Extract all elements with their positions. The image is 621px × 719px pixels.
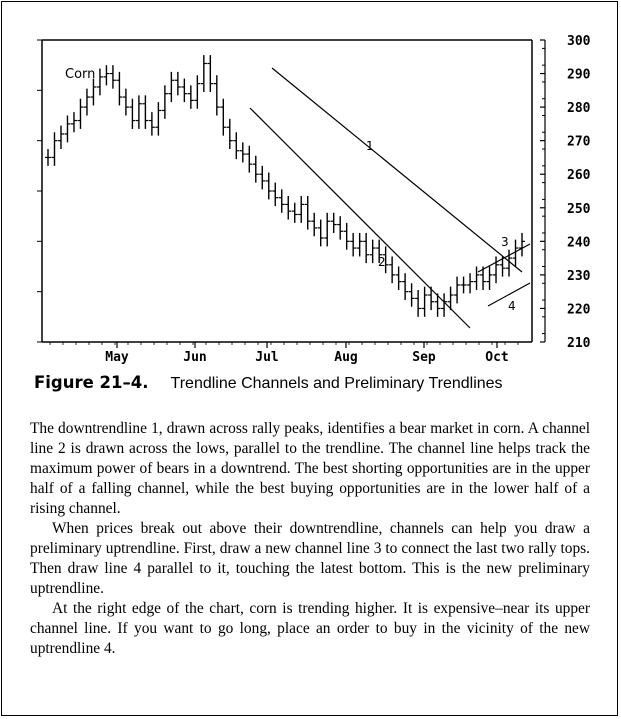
y-tick-label: 240: [567, 235, 591, 251]
price-bar: [149, 112, 155, 135]
price-bar: [259, 166, 265, 189]
y-tick-label: 270: [567, 134, 591, 150]
figure-caption: [34, 373, 503, 393]
y-tick-label: 210: [567, 336, 591, 351]
price-bar: [461, 277, 467, 294]
price-bar: [123, 89, 129, 116]
price-bar: [467, 273, 473, 293]
price-bar: [194, 75, 200, 109]
price-bar: [279, 189, 285, 212]
figure-number: Figure 21–4.: [34, 373, 149, 392]
price-bar: [272, 183, 278, 206]
price-bar: [240, 142, 246, 162]
price-bar: [233, 132, 239, 159]
price-bar: [474, 267, 480, 290]
annotation-label: 3: [501, 235, 509, 249]
x-tick-label: Jul: [255, 350, 279, 365]
price-bar: [324, 213, 330, 247]
y-axis: [540, 34, 591, 351]
annotation-label: 4: [508, 299, 516, 313]
price-bar: [493, 256, 499, 283]
price-bar: [422, 287, 428, 317]
price-bar: [116, 72, 122, 106]
price-bar: [103, 65, 109, 85]
paragraph-1: The downtrendline 1, drawn across rally peaks, identifies a bear market in corn. A channel line 2 is drawn across the lows, parallel to the trendline. The channel line helps track the maximum power of bears in a downtrend. The best shorting opportunities are in the upper half of a falling channel, while the best buying opportunities are in the lower half of a rising channel.: [30, 420, 590, 517]
paragraph-3: At the right edge of the chart, corn is trending higher. It is expensive–near its upper channel line. If you want to go long, place an order to buy in the vicinity of the new uptrendline 4.: [30, 600, 590, 657]
price-bar: [305, 196, 311, 230]
y-tick-label: 260: [567, 168, 591, 184]
series-label: Corn: [65, 67, 96, 82]
price-bar: [129, 99, 135, 129]
x-tick-label: Aug: [334, 350, 358, 365]
price-bar: [168, 72, 174, 102]
y-tick-label: 280: [567, 101, 591, 117]
price-bar: [84, 89, 90, 116]
x-tick-label: May: [105, 350, 129, 365]
price-bar: [415, 290, 421, 317]
figure-title: Trendline Channels and Preliminary Trendlines: [170, 375, 503, 392]
price-bar: [357, 233, 363, 256]
x-tick-label: Sep: [412, 350, 436, 365]
price-bar: [266, 173, 272, 200]
price-bar: [175, 72, 181, 95]
price-bar: [162, 85, 168, 119]
price-bar: [90, 79, 96, 106]
body-text: [30, 419, 590, 659]
price-bar: [331, 213, 337, 233]
y-tick-label: 290: [567, 67, 591, 83]
price-bar: [519, 233, 525, 256]
annotation-label: 2: [378, 255, 386, 269]
price-bar: [318, 220, 324, 247]
paragraph-2: When prices break out above their downtrendline, channels can help you draw a preliminary uptrendline. First, draw a new channel line 3 to connect the last two rally tops. Then draw line 4 parallel to it, touching the latest bottom. This is the new preliminary uptrendline.: [30, 520, 590, 597]
y-tick-label: 220: [567, 302, 591, 318]
price-bar: [487, 267, 493, 290]
price-bar: [350, 233, 356, 256]
price-bar: [97, 69, 103, 96]
price-bars: [45, 55, 525, 317]
price-bar: [136, 95, 142, 129]
price-bar: [201, 55, 207, 92]
price-bar: [409, 283, 415, 306]
price-bar: [402, 273, 408, 300]
price-bar: [207, 55, 213, 92]
price-bar: [370, 240, 376, 263]
trendlines: [250, 68, 530, 328]
price-bar: [311, 213, 317, 236]
price-bar: [253, 156, 259, 183]
price-bar: [51, 132, 57, 166]
price-bar: [188, 85, 194, 108]
price-bar: [220, 99, 226, 136]
price-bar: [344, 223, 350, 250]
price-bar: [181, 79, 187, 102]
y-tick-label: 250: [567, 201, 591, 217]
price-bar: [58, 126, 64, 149]
y-tick-label: 230: [567, 268, 591, 284]
downtrendline-1: [272, 68, 522, 272]
price-bar: [298, 196, 304, 223]
price-bar: [292, 203, 298, 223]
price-bar: [454, 277, 460, 304]
price-bar: [227, 119, 233, 149]
price-bar: [214, 75, 220, 115]
price-bar: [45, 149, 51, 166]
price-bar: [71, 112, 77, 132]
price-bar: [142, 95, 148, 129]
x-tick-label: Oct: [485, 350, 509, 365]
price-bar: [77, 99, 83, 129]
channel-line-2: [250, 108, 470, 328]
price-bar: [337, 216, 343, 239]
price-bar: [441, 293, 447, 316]
x-tick-label: Jun: [183, 350, 207, 365]
price-bar: [285, 196, 291, 219]
line-annotations: [366, 139, 516, 313]
price-bar: [110, 65, 116, 88]
annotation-label: 1: [366, 139, 374, 153]
price-bar: [389, 256, 395, 283]
price-bar: [363, 233, 369, 263]
y-tick-label: 300: [567, 34, 591, 49]
x-axis: [50, 342, 518, 365]
price-bar: [246, 146, 252, 173]
price-bar: [64, 116, 70, 143]
price-bar: [428, 287, 434, 310]
price-bar: [396, 267, 402, 290]
price-bar: [155, 102, 161, 136]
